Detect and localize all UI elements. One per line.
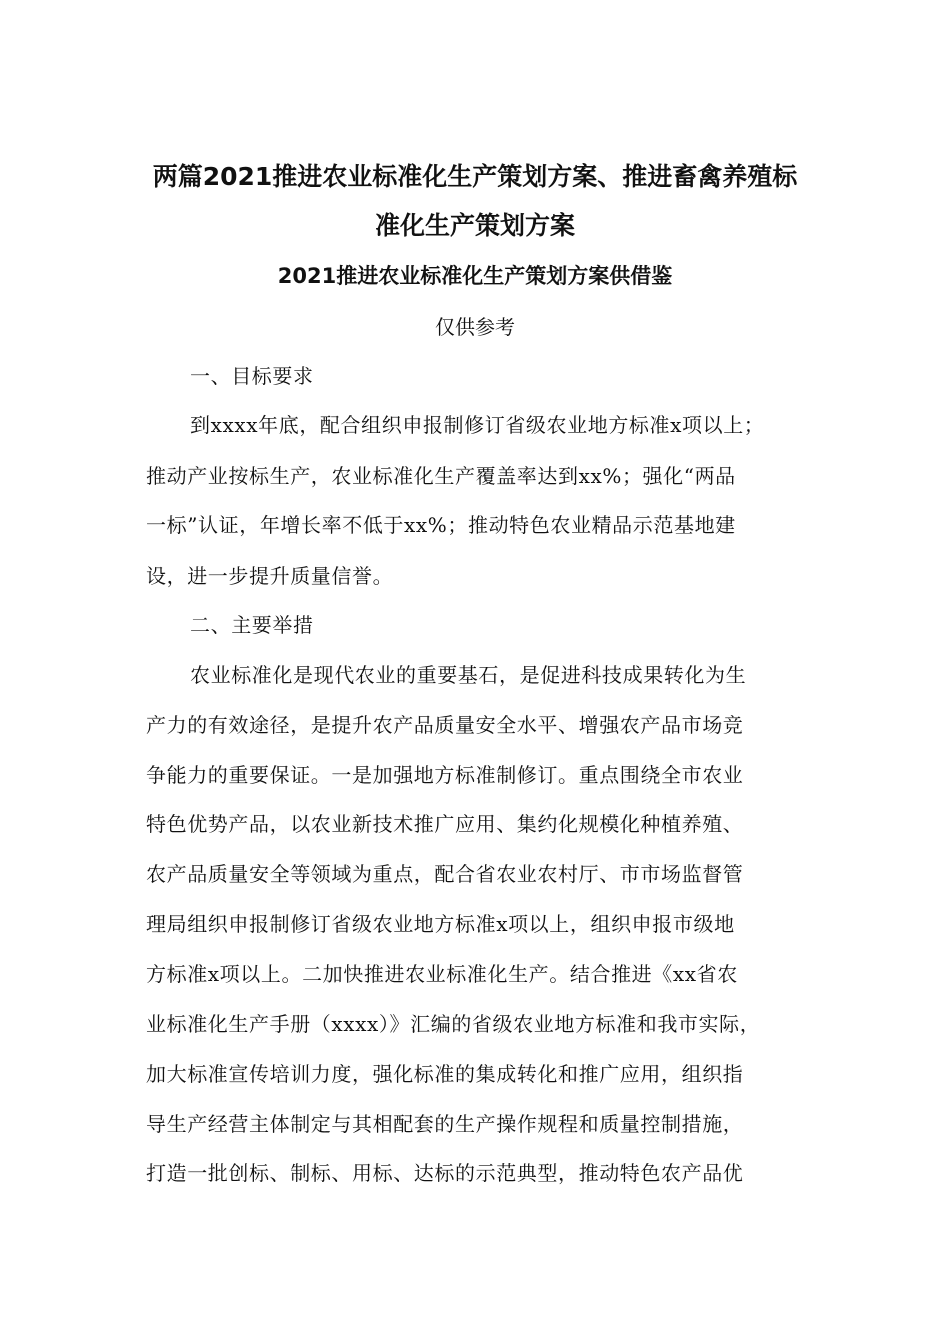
- document-title-line-1: 两篇2021推进农业标准化生产策划方案、推进畜禽养殖标: [152, 162, 798, 191]
- paragraph-line: 加大标准宣传培训力度，强化标准的集成转化和推广应用，组织指: [146, 1062, 744, 1086]
- paragraph-line: 打造一批创标、制标、用标、达标的示范典型，推动特色农产品优: [146, 1161, 744, 1185]
- paragraph-line: 理局组织申报制修订省级农业地方标准x项以上，组织申报市级地: [146, 912, 735, 936]
- section-heading-goals: 一、目标要求: [190, 364, 314, 388]
- paragraph-line: 推动产业按标生产，农业标准化生产覆盖率达到xx%；强化“两品: [146, 464, 736, 488]
- paragraph-line: 到xxxx年底，配合组织申报制修订省级农业地方标准x项以上；: [190, 413, 765, 437]
- paragraph-line: 导生产经营主体制定与其相配套的生产操作规程和质量控制措施，: [146, 1112, 744, 1136]
- paragraph-line: 特色优势产品，以农业新技术推广应用、集约化规模化种植养殖、: [146, 812, 744, 836]
- section-heading-measures: 二、主要举措: [190, 613, 314, 637]
- document-subtitle: 2021推进农业标准化生产策划方案供借鉴: [277, 264, 673, 288]
- paragraph-line: 农业标准化是现代农业的重要基石，是促进科技成果转化为生: [190, 663, 747, 687]
- document-title-line-2: 准化生产策划方案: [374, 211, 575, 240]
- paragraph-line: 业标准化生产手册（xxxx）》汇编的省级农业地方标准和我市实际，: [146, 1012, 761, 1036]
- paragraph-line: 产力的有效途径，是提升农产品质量安全水平、增强农产品市场竞: [146, 713, 744, 737]
- paragraph-line: 争能力的重要保证。一是加强地方标准制修订。重点围绕全市农业: [146, 763, 744, 787]
- paragraph-line: 设，进一步提升质量信誉。: [146, 564, 394, 588]
- reference-note: 仅供参考: [435, 315, 515, 339]
- paragraph-line: 农产品质量安全等领域为重点，配合省农业农村厅、市市场监督管: [146, 862, 744, 886]
- paragraph-line: 方标准x项以上。二加快推进农业标准化生产。结合推进《xx省农: [146, 962, 738, 986]
- paragraph-line: 一标”认证，年增长率不低于xx%；推动特色农业精品示范基地建: [146, 513, 736, 537]
